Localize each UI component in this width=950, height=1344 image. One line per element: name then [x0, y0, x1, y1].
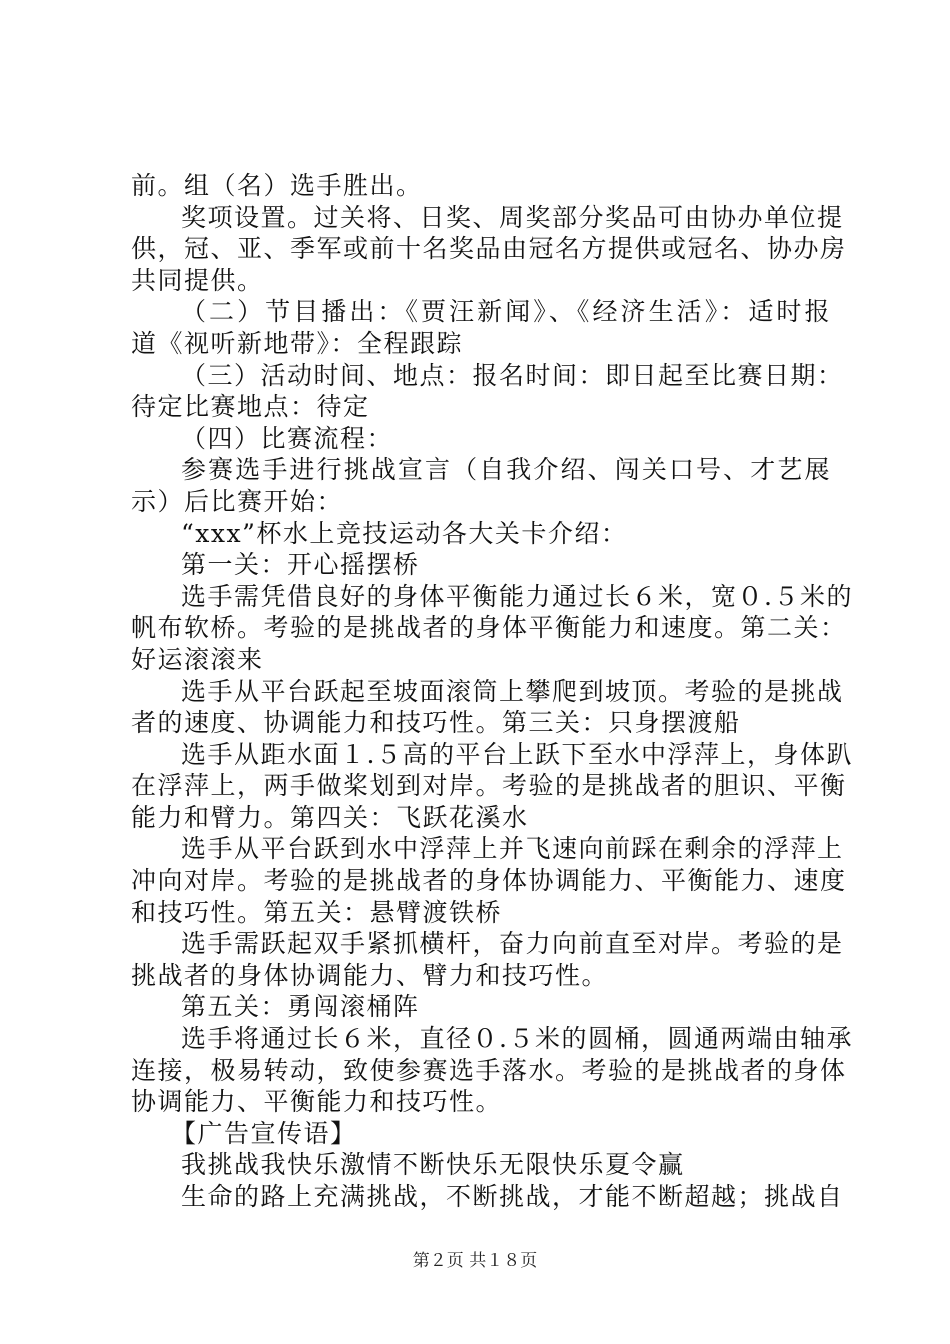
- text-line: 连接，极易转动，致使参赛选手落水。考验的是挑战者的身体: [131, 1055, 847, 1085]
- text-line: 选手将通过长６米，直径０.５米的圆桶，圆通两端由轴承: [181, 1024, 853, 1054]
- text-line: 示）后比赛开始：: [131, 486, 344, 516]
- text-line: 选手从平台跃到水中浮萍上并飞速向前踩在剩余的浮萍上: [181, 834, 844, 864]
- text-line: 生命的路上充满挑战，不断挑战，才能不断超越；挑战自: [181, 1182, 844, 1211]
- text-line: 选手从平台跃起至坡面滚筒上攀爬到坡顶。考验的是挑战: [181, 676, 844, 706]
- text-line: 供，冠、亚、季军或前十名奖品由冠名方提供或冠名、协办房: [131, 234, 847, 264]
- text-line: 能力和臂力。第四关：飞跃花溪水: [131, 802, 529, 832]
- text-line: 选手需跃起双手紧抓横杆，奋力向前直至对岸。考验的是: [181, 929, 844, 959]
- text-line: 共同提供。: [131, 265, 264, 295]
- text-line: 挑战者的身体协调能力、臂力和技巧性。: [131, 960, 609, 990]
- text-line: 在浮萍上，两手做桨划到对岸。考验的是挑战者的胆识、平衡: [131, 771, 847, 801]
- text-line: “xxx”杯水上竞技运动各大关卡介绍：: [181, 518, 628, 548]
- text-line: 第五关：勇闯滚桶阵: [181, 992, 420, 1022]
- text-line: 协调能力、平衡能力和技巧性。: [131, 1087, 503, 1117]
- text-line: 帆布软桥。考验的是挑战者的身体平衡能力和速度。第二关：: [131, 613, 847, 643]
- text-line: 我挑战我快乐激情不断快乐无限快乐夏令赢: [181, 1150, 685, 1180]
- document-body: [131, 170, 853, 1213]
- text-line: 奖项设置。过关将、日奖、周奖部分奖品可由协办单位提: [181, 202, 844, 232]
- text-line: 第一关：开心摇摆桥: [181, 550, 420, 580]
- text-line: 选手从距水面１.５高的平台上跃下至水中浮萍上，身体趴: [181, 739, 853, 769]
- page-footer: 第２页 共１８页: [412, 1251, 538, 1271]
- text-line: 和技巧性。第五关：悬臂渡铁桥: [131, 897, 503, 927]
- text-line: 者的速度、协调能力和技巧性。第三关：只身摆渡船: [131, 708, 741, 738]
- text-line: 好运滚滚来: [131, 644, 264, 674]
- text-line: 冲向对岸。考验的是挑战者的身体协调能力、平衡能力、速度: [131, 866, 847, 896]
- text-line: （四）比赛流程：: [181, 423, 394, 453]
- text-line: 【广告宣传语】: [171, 1118, 357, 1148]
- text-line: 待定比赛地点：待定: [131, 392, 370, 422]
- text-line: （二）节目播出：《贾汪新闻》、《经济生活》：适时报: [181, 297, 831, 327]
- text-line: 道《视听新地带》：全程跟踪: [131, 328, 464, 358]
- text-line: （三）活动时间、地点：报名时间：即日起至比赛日期：: [181, 360, 844, 390]
- text-line: 前。组（名）选手胜出。: [131, 171, 423, 200]
- text-line: 参赛选手进行挑战宣言（自我介绍、闯关口号、才艺展: [181, 455, 831, 485]
- text-line: 选手需凭借良好的身体平衡能力通过长６米，宽０.５米的: [181, 581, 853, 611]
